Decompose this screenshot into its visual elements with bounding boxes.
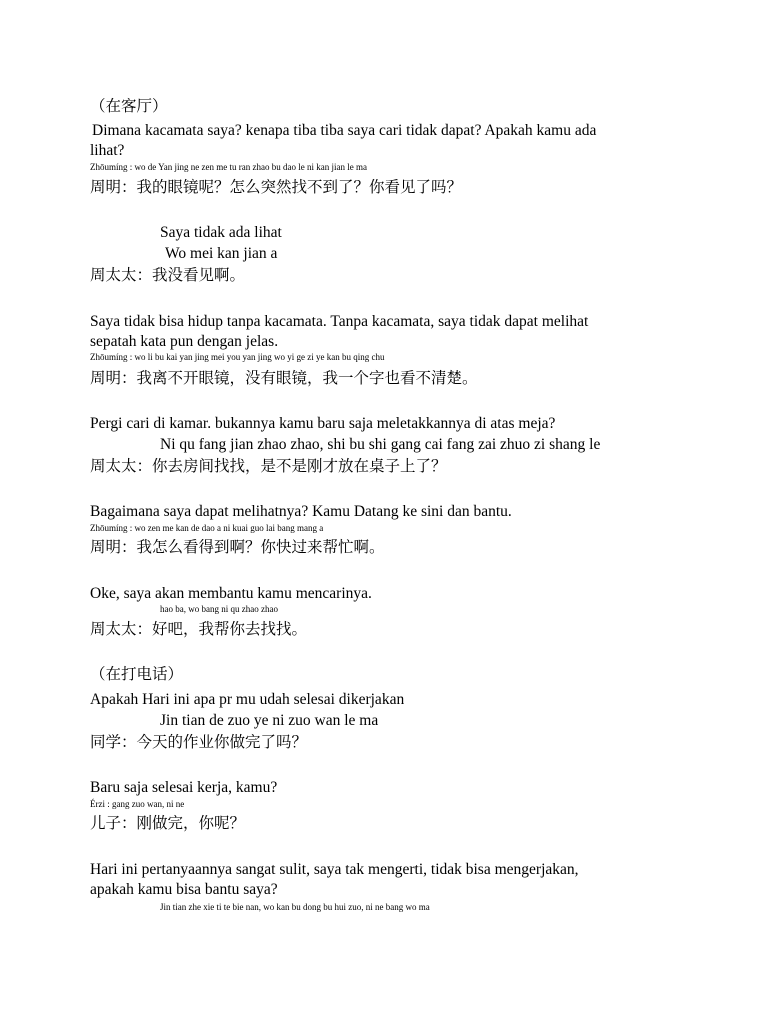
pinyin-line: hao ba, wo bang ni qu zhao zhao bbox=[160, 604, 278, 614]
chinese-dialogue-line: 周太太：好吧，我帮你去找找。 bbox=[90, 620, 308, 638]
chinese-dialogue-line: 周太太：我没看见啊。 bbox=[90, 266, 246, 284]
scene-heading-phone-call: （在打电话） bbox=[90, 665, 184, 683]
chinese-dialogue-line: 周太太：你去房间找找，是不是刚才放在桌子上了？ bbox=[90, 457, 447, 475]
chinese-dialogue-line: 周明：我离不开眼镜，没有眼镜，我一个字也看不清楚。 bbox=[90, 369, 478, 387]
indonesian-line: apakah kamu bisa bantu saya? bbox=[90, 881, 278, 898]
pinyin-line: Ni qu fang jian zhao zhao, shi bu shi gang cai fang zai zhuo zi shang le bbox=[160, 436, 601, 453]
chinese-dialogue-line: 儿子：刚做完，你呢？ bbox=[90, 814, 246, 832]
pinyin-line: Érzi : gang zuo wan, ni ne bbox=[90, 799, 185, 809]
indonesian-line: Baru saja selesai kerja, kamu? bbox=[90, 779, 278, 796]
indonesian-line: Oke, saya akan membantu kamu mencarinya. bbox=[90, 585, 372, 602]
indonesian-line: Apakah Hari ini apa pr mu udah selesai dikerjakan bbox=[90, 691, 405, 708]
pinyin-line: Zhōumíng : wo de Yan jing ne zen me tu ran zhao bu dao le ni kan jian le ma bbox=[90, 162, 367, 172]
pinyin-line: Jin tian zhe xie ti te bie nan, wo kan bu dong bu hui zuo, ni ne bang wo ma bbox=[160, 902, 430, 912]
pinyin-line: Zhōumíng : wo li bu kai yan jing mei you yan jing wo yi ge zi ye kan bu qing chu bbox=[90, 352, 385, 362]
indonesian-line: Bagaimana saya dapat melihatnya? Kamu Datang ke sini dan bantu. bbox=[90, 503, 512, 520]
scene-heading-living-room: （在客厅） bbox=[90, 97, 168, 115]
chinese-dialogue-line: 同学：今天的作业你做完了吗？ bbox=[90, 733, 308, 751]
pinyin-line: Wo mei kan jian a bbox=[165, 245, 278, 262]
indonesian-line: Pergi cari di kamar. bukannya kamu baru saja meletakkannya di atas meja? bbox=[90, 415, 556, 432]
indonesian-line: Hari ini pertanyaannya sangat sulit, saya tak mengerti, tidak bisa mengerjakan, bbox=[90, 861, 579, 878]
indonesian-line: Dimana kacamata saya? kenapa tiba tiba saya cari tidak dapat? Apakah kamu ada bbox=[92, 122, 597, 139]
pinyin-line: Zhōumíng : wo zen me kan de dao a ni kuai guo lai bang mang a bbox=[90, 523, 324, 533]
indonesian-line: Saya tidak bisa hidup tanpa kacamata. Tanpa kacamata, saya tidak dapat melihat bbox=[90, 313, 589, 330]
indonesian-line: Saya tidak ada lihat bbox=[160, 224, 282, 241]
indonesian-line: lihat? bbox=[90, 142, 125, 159]
pinyin-line: Jin tian de zuo ye ni zuo wan le ma bbox=[160, 712, 379, 729]
chinese-dialogue-line: 周明：我的眼镜呢？怎么突然找不到了？你看见了吗？ bbox=[90, 178, 463, 196]
chinese-dialogue-line: 周明：我怎么看得到啊？你快过来帮忙啊。 bbox=[90, 538, 385, 556]
indonesian-line: sepatah kata pun dengan jelas. bbox=[90, 333, 279, 350]
